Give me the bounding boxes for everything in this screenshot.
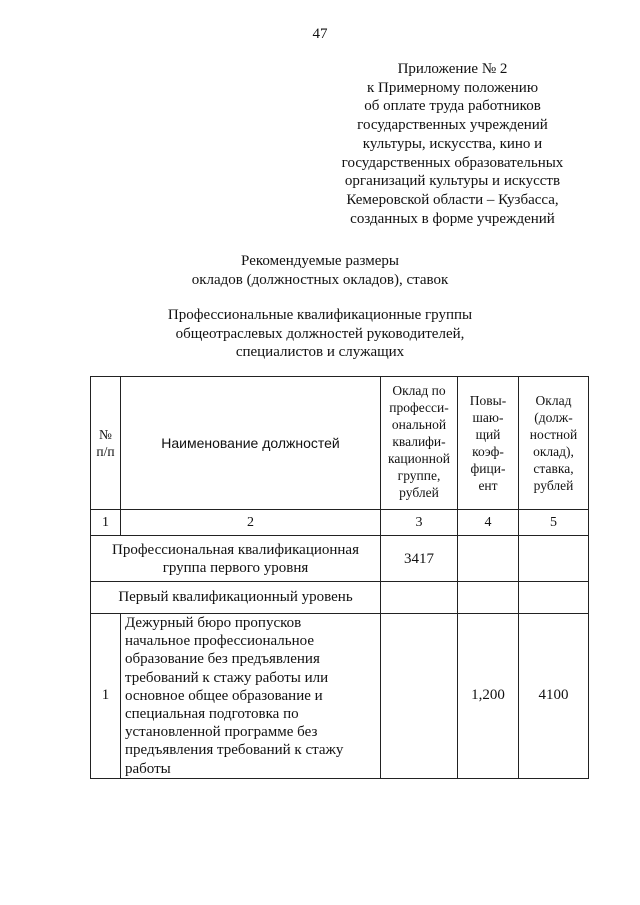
subtitle-line: специалистов и служащих — [235, 344, 405, 360]
table-header-row — [91, 377, 589, 510]
header-salary: Оклад (долж- ностной оклад), ставка, рублей — [519, 377, 589, 510]
page-number: 47 — [312, 26, 328, 42]
subtitle-line: Профессиональные квалификационные группы — [167, 307, 473, 323]
appendix-line: организаций культуры и искусств — [344, 173, 561, 190]
salary-table — [90, 376, 589, 779]
group-oklad: 3417 — [381, 536, 458, 582]
appendix-line: Приложение № 2 — [397, 61, 508, 77]
level-coef — [458, 582, 519, 614]
appendix-line: к Примерному положению — [366, 79, 539, 96]
document-subtitle — [0, 306, 640, 362]
level-row — [91, 582, 589, 614]
column-number: 4 — [458, 510, 519, 536]
column-number: 2 — [121, 510, 381, 536]
title-line: окладов (должностных окладов), ставок — [191, 271, 449, 288]
title-line: Рекомендуемые размеры — [241, 253, 399, 269]
appendix-line: государственных образовательных — [341, 154, 564, 171]
position-num: 1 — [91, 614, 121, 779]
appendix-line: Кемеровской области – Кузбасса, — [346, 191, 559, 208]
level-oklad — [381, 582, 458, 614]
group-coef — [458, 536, 519, 582]
appendix-line: культуры, искусства, кино и — [362, 135, 543, 152]
level-salary — [519, 582, 589, 614]
column-number: 1 — [91, 510, 121, 536]
subtitle-line: общеотраслевых должностей руководителей, — [175, 325, 465, 342]
appendix-line: созданных в форме учреждений — [350, 210, 555, 227]
position-oklad — [381, 614, 458, 779]
header-oklad-group: Оклад по професси- ональной квалифи- кационной группе, рублей — [381, 377, 458, 510]
position-description: Дежурный бюро пропусков начальное профессиональное образование без предъявления требований к стажу работы или основное общее образование и специальная подготовка по установленной программе без предъявления требований к стажу работы — [121, 614, 381, 779]
table-row — [91, 614, 589, 779]
header-name: Наименование должностей — [121, 377, 381, 510]
column-number: 5 — [519, 510, 589, 536]
position-salary: 4100 — [519, 614, 589, 779]
header-coef: Повы- шаю- щий коэф- фици- ент — [458, 377, 519, 510]
group-name: Профессиональная квалификационная группа первого уровня — [91, 536, 381, 582]
column-number-row — [91, 510, 589, 536]
column-number: 3 — [381, 510, 458, 536]
level-name: Первый квалификационный уровень — [91, 582, 381, 614]
appendix-header — [330, 60, 575, 228]
position-coef: 1,200 — [458, 614, 519, 779]
document-title — [0, 252, 640, 289]
appendix-line: об оплате труда работников — [364, 98, 541, 115]
group-row — [91, 536, 589, 582]
header-num: № п/п — [91, 377, 121, 510]
appendix-line: государственных учреждений — [357, 117, 548, 134]
group-salary — [519, 536, 589, 582]
